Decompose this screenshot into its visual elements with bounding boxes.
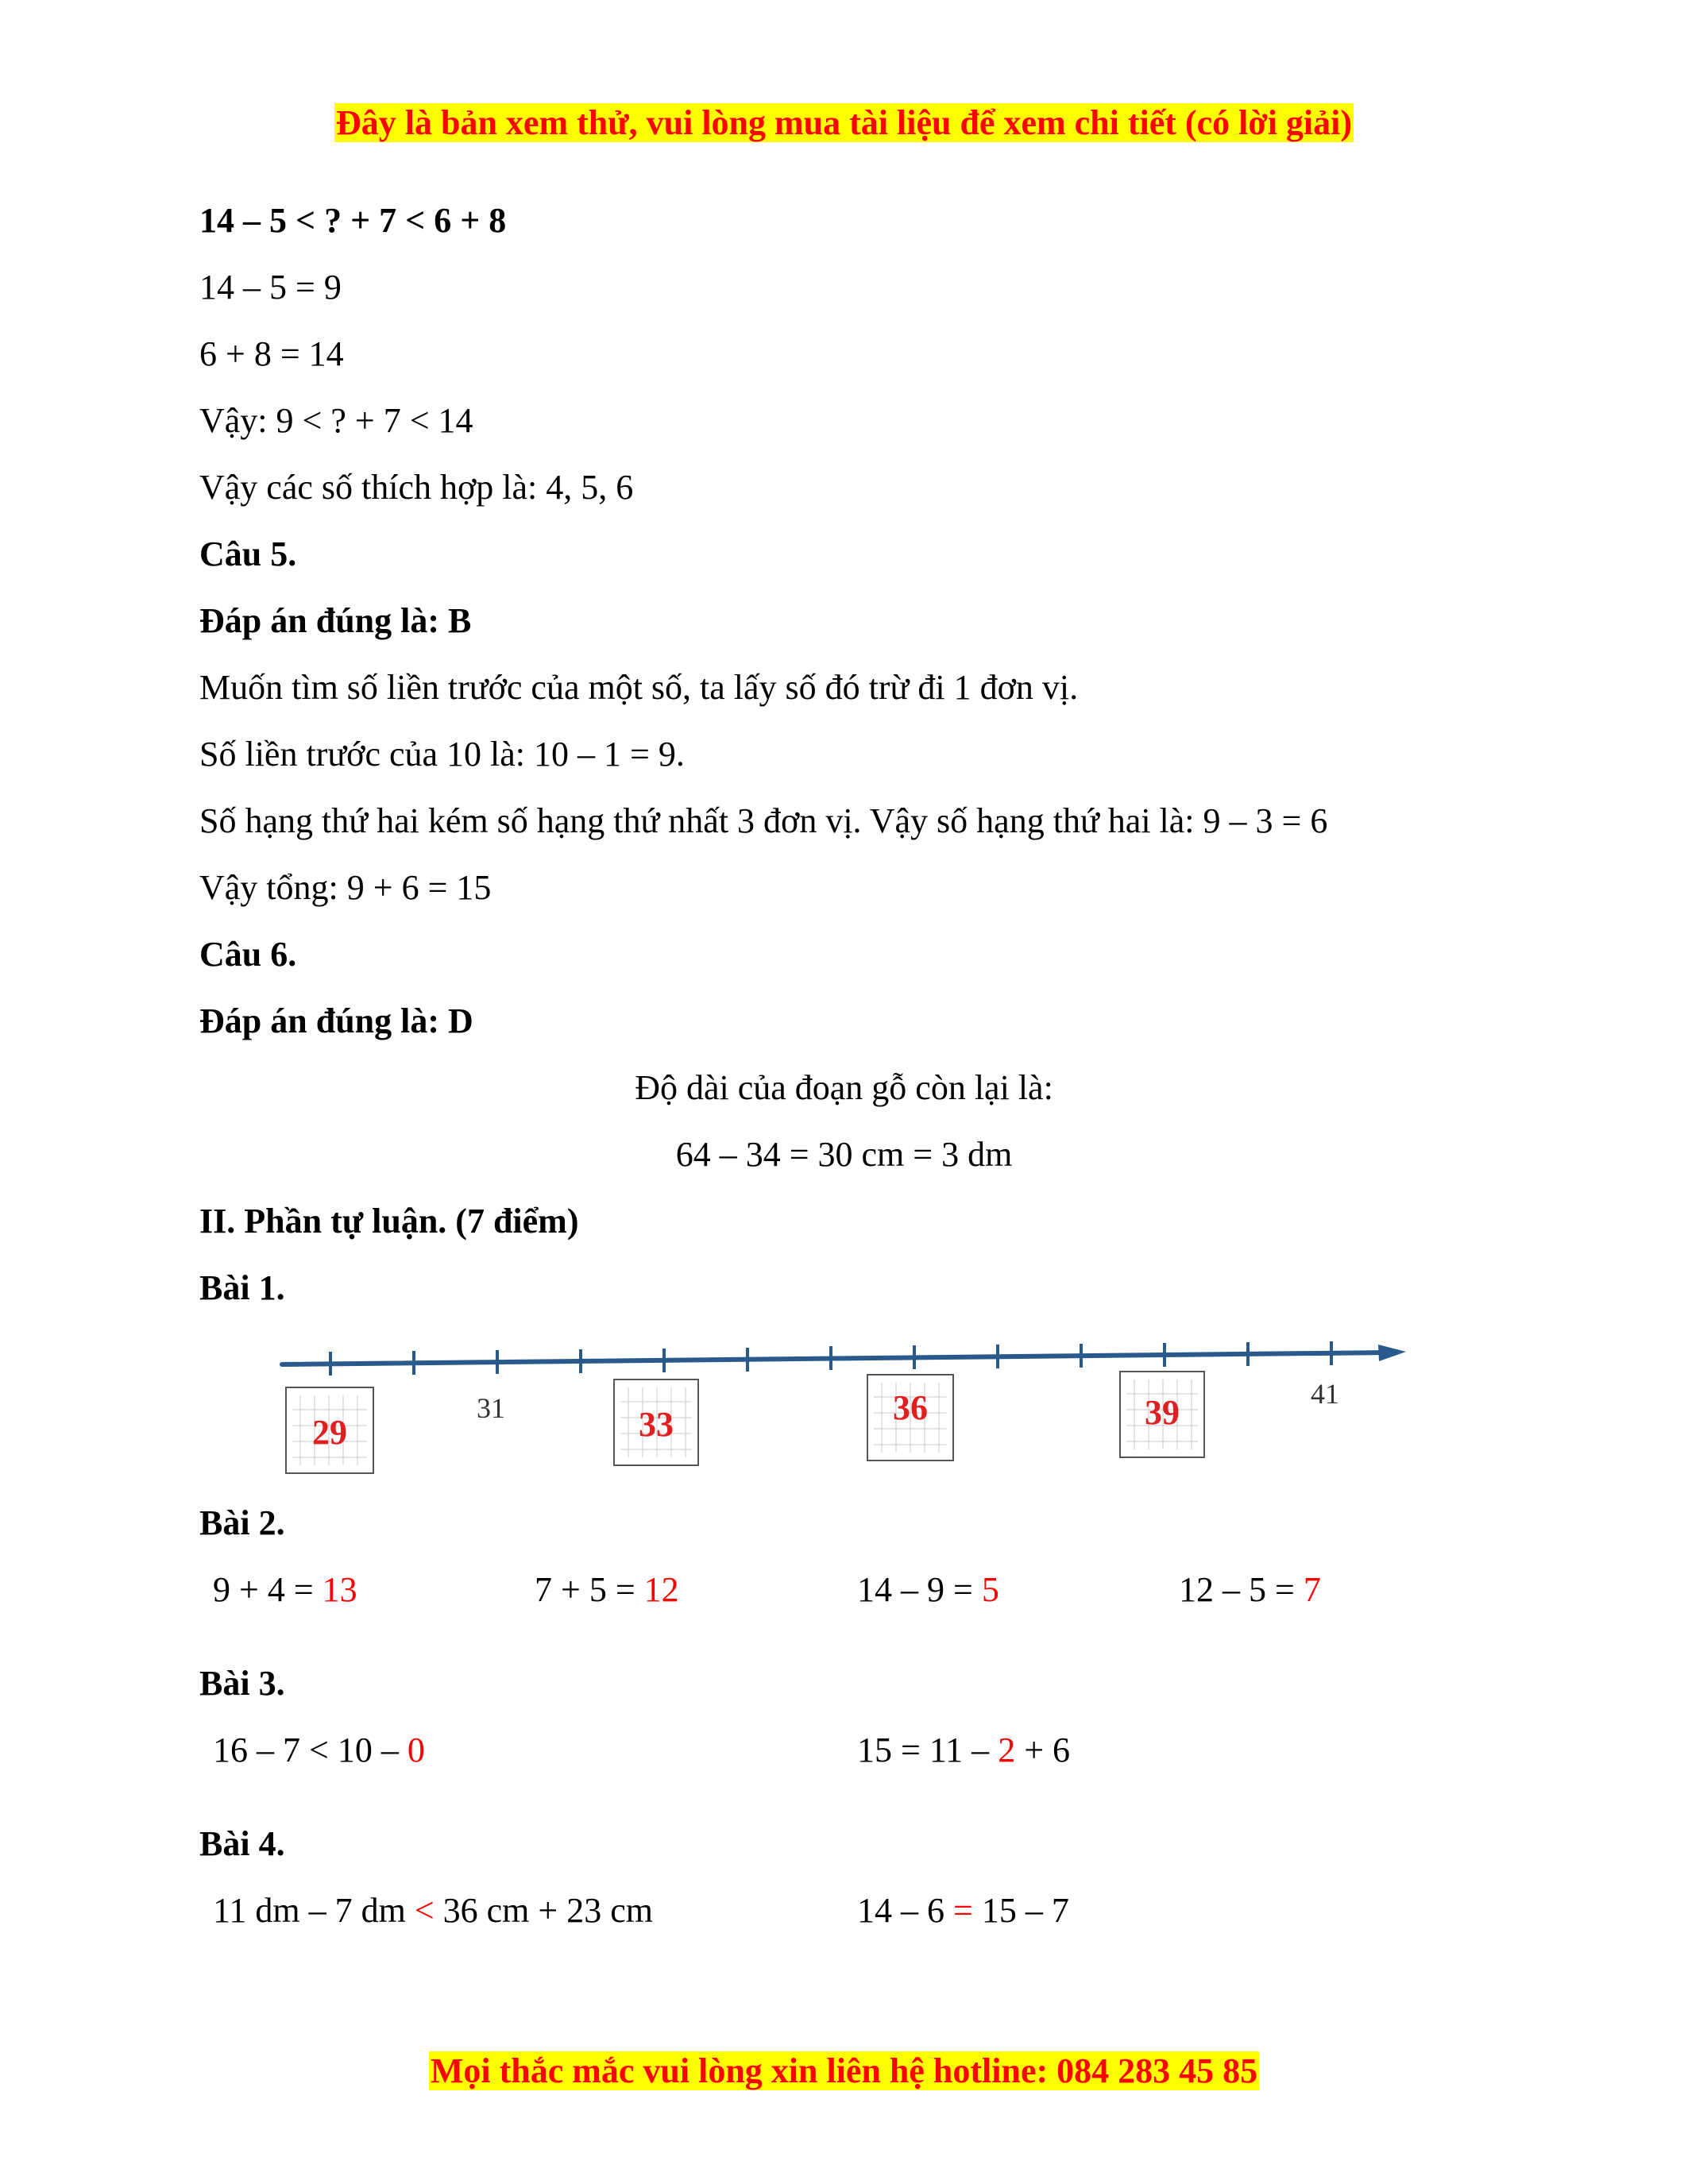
answer-39: 39 xyxy=(1145,1393,1180,1432)
answer-heading: Đáp án đúng là: D xyxy=(199,1001,473,1040)
section-heading: II. Phần tự luận. (7 điểm) xyxy=(199,1202,579,1241)
inequality-statement: 14 – 5 < ? + 7 < 6 + 8 xyxy=(199,201,507,240)
bai2-equation xyxy=(535,1568,679,1612)
equation-answer: 12 xyxy=(643,1570,679,1609)
comparison-sign: = xyxy=(953,1891,973,1930)
number-line-figure xyxy=(270,1322,1430,1489)
equation-expr: 12 – 5 = xyxy=(1179,1570,1304,1609)
expr-before: 16 – 7 < 10 – xyxy=(213,1731,408,1769)
equation-answer: 5 xyxy=(981,1570,999,1609)
explanation-line: Số hạng thứ hai kém số hạng thứ nhất 3 đơn vị. Vậy số hạng thứ hai là: 9 – 3 = 6 xyxy=(199,801,1328,840)
explanation-line: Muốn tìm số liền trước của một số, ta lấy số đó trừ đi 1 đơn vị. xyxy=(199,668,1079,707)
comparison-sign: < xyxy=(414,1891,435,1930)
explanation-line: Số liền trước của 10 là: 10 – 1 = 9. xyxy=(199,735,685,774)
expr-answer: 2 xyxy=(998,1731,1016,1769)
preview-banner xyxy=(0,99,1688,147)
answer-33: 33 xyxy=(639,1405,674,1444)
equation-expr: 7 + 5 = xyxy=(535,1570,644,1609)
hotline-banner-text: Mọi thắc mắc vui lòng xin liên hệ hotline: 084 283 45 85 xyxy=(430,2051,1258,2090)
equation-expr: 9 + 4 = xyxy=(213,1570,323,1609)
comparison-right: 36 cm + 23 cm xyxy=(434,1891,653,1930)
exercise-heading: Bài 4. xyxy=(199,1824,285,1863)
tick-marks xyxy=(330,1341,1331,1376)
answer-heading: Đáp án đúng là: B xyxy=(199,601,472,640)
comparison-right: 15 – 7 xyxy=(972,1891,1069,1930)
calc-line: 6 + 8 = 14 xyxy=(199,334,344,373)
exercise-heading: Bài 1. xyxy=(199,1268,285,1307)
answer-36: 36 xyxy=(893,1388,928,1427)
tick-label-41: 41 xyxy=(1311,1378,1339,1410)
equation-answer: 7 xyxy=(1303,1570,1321,1609)
bai3-expression xyxy=(857,1728,1070,1773)
calc-line: Vậy: 9 < ? + 7 < 14 xyxy=(199,401,473,440)
bai4-comparison xyxy=(857,1889,1069,1933)
bai2-equation xyxy=(213,1568,357,1612)
bai3-expression xyxy=(213,1728,425,1773)
comparison-left: 14 – 6 xyxy=(857,1891,953,1930)
exercise-heading: Bài 2. xyxy=(199,1503,285,1542)
comparison-left: 11 dm – 7 dm xyxy=(213,1891,415,1930)
expr-after: + 6 xyxy=(1015,1731,1071,1769)
bai4-comparison xyxy=(213,1889,653,1933)
bai2-equation xyxy=(1179,1568,1321,1612)
conclusion-line: Vậy các số thích hợp là: 4, 5, 6 xyxy=(199,468,634,507)
calc-line: 14 – 5 = 9 xyxy=(199,268,342,307)
arrow-head-icon xyxy=(1378,1345,1406,1361)
explanation-line: Vậy tổng: 9 + 6 = 15 xyxy=(199,868,492,907)
tick-label-31: 31 xyxy=(477,1392,505,1424)
equation-expr: 14 – 9 = xyxy=(857,1570,982,1609)
question-heading: Câu 6. xyxy=(199,935,297,974)
answer-29: 29 xyxy=(312,1413,347,1452)
preview-banner-text: Đây là bản xem thử, vui lòng mua tài liệu để xem chi tiết (có lời giải) xyxy=(335,103,1353,142)
hotline-banner xyxy=(0,2047,1688,2095)
exercise-heading: Bài 3. xyxy=(199,1664,285,1703)
explanation-line: Độ dài của đoạn gỗ còn lại là: xyxy=(635,1068,1053,1107)
question-heading: Câu 5. xyxy=(199,534,297,573)
bai2-equation xyxy=(857,1568,999,1612)
calc-line: 64 – 34 = 30 cm = 3 dm xyxy=(675,1135,1013,1174)
number-line-axis xyxy=(282,1352,1390,1364)
number-line-svg xyxy=(270,1322,1430,1489)
expr-answer: 0 xyxy=(407,1731,425,1769)
equation-answer: 13 xyxy=(322,1570,357,1609)
expr-before: 15 = 11 – xyxy=(857,1731,999,1769)
